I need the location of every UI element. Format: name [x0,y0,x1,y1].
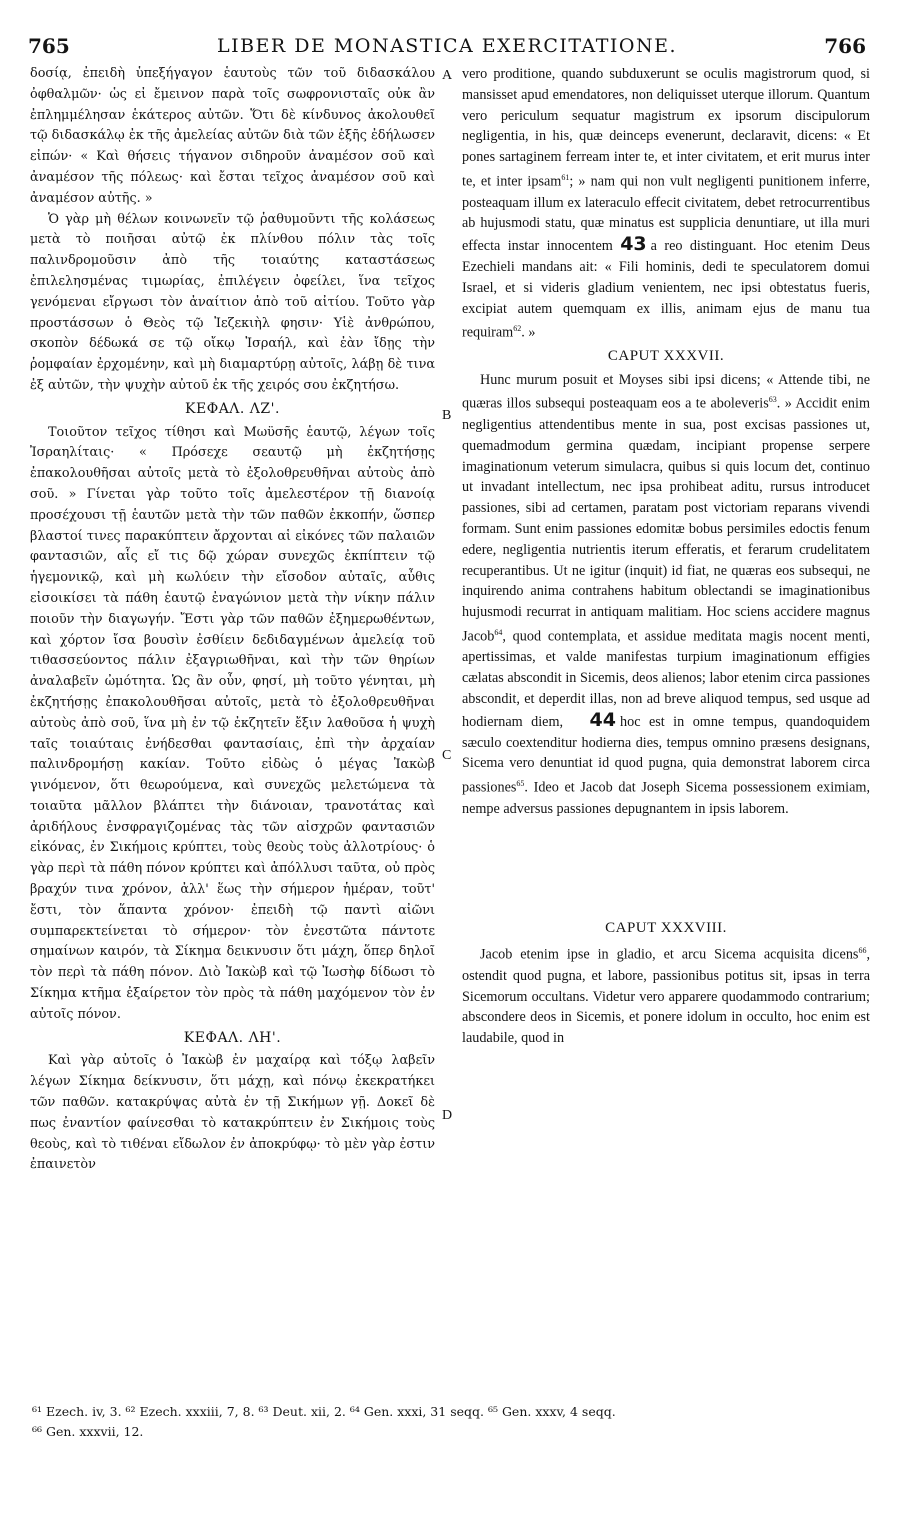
footnote-ref: 62 [513,324,522,334]
greek-chapter-heading: ΚΕΦΑΛ. ΛΗ'. [183,1029,282,1046]
footnote-ref: 63 [768,395,777,405]
latin-text: Hunc murum posuit et Moyses sibi ipsi dicens; « Attende tibi, ne quæras illos subsequi posteaquam eos a te aboleveris [462,371,870,413]
latin-chapter-heading: CAPUT XXXVIII. [605,919,727,936]
latin-paragraph: vero proditione, quando subduxerunt se oculis magistrorum quod, si mansisset apud emendatores, non deliquisset uterque illorum. Quantum vero periculum sequatur magistrum ex ipsorum discipulorum negligentia, in his, quæ deinceps evenerunt, declaravit, dicens: « Et pones sartaginem ferream inter te, et inter civitatem, et erit murus inter te, et inter ipsam$^{61}$; » nam qui non vult negligenti punitionem inferre, posteaquam illum ex lateraculo effecit civitatem, debet retrocurrentibus ab hujusmodi statu, quæ minatus est supplicia denuntiare, ut illa muri effecta instar innocentem 43 a reo distinguant. Hoc etenim Deus Ezechieli mandans ait: « Fili hominis, dedi te speculatorem domui Israel, et si videris gladium venientem, nec ipsi obtestatus fueris, excipiat autem quemquam ex illis, animam ejus de manu tua requiram$^{62}$. » [462,66,871,342]
latin-text: hoc est in omne tempus, quandoquidem sæculo coextenditur hodierna dies, tempus omnino præsens designans, Sicema vero denuntiat id quod pugna, quia demonstrat laborem circa passiones [462,713,871,796]
margin-letter-b: B [442,408,452,423]
latin-text: , quod contemplata, et assidue meditata magis nocent menti, apertissimas, et valde manifestas turpium imaginationum effigies cælatas abscondit in Sicemis, deos alienos; labor etenim circa passiones abscondit, et deperdit illas, non ad breve aliquod tempus, sed usque ad hodiernam diem, [462,628,870,730]
greek-paragraph: Καὶ γὰρ αὐτοῖς ὁ Ἰακὼβ ἐν μαχαίρᾳ καὶ τόξῳ λαβεῖν λέγων Σίκημα δείκνυσιν, ὅτι μάχῃ, καὶ πόνῳ ἐκεκρατήκει τῶν παθῶν. κατακρύψας αὐτὰ ἐν τῇ Σικήμων γῇ. Δοκεῖ δὲ πως ἐναντίον φαίνεσθαι τὸ κατακρύπτειν ἐν Σικήμοις τοὺς θεοὺς, καὶ τὸ τιθέναι εἴδωλον ἐν ἀποκρύφῳ· τὸ μὲν γὰρ ἐστιν ἐπαινετὸν [30,1053,435,1173]
greek-column [30,64,435,1176]
latin-paragraph [462,941,870,1049]
running-header [28,34,866,56]
footnote-line: ⁶⁶ Gen. xxxvii, 12. [32,1424,144,1439]
latin-text: vero proditione, quando subduxerunt se oculis magistrorum quod, si mansisset apud emendatores, non deliquisset uterque illorum. Quantum vero periculum sequatur magistrum ex ipsorum discipulorum negligentia, in his, quæ deinceps evenerunt, declaravit, dicens: « Et pones sartaginem ferream inter te, et inter civitatem, et erit murus inter te, et inter ipsam [462,66,870,190]
greek-paragraph: Τοιοῦτον τεῖχος τίθησι καὶ Μωϋσῆς ἑαυτῷ, λέγων τοῖς Ἰσραηλίταις· « Πρόσεχε σεαυτῷ μὴ ἐκζητήσῃς ἐπακολουθῆσαι αὐτοῖς μετὰ τὸ ἐξολοθρευθῆναι αὐτοὺς ἀπὸ σοῦ. » Γίνεται γὰρ τοῦτο τοῖς ἀμελεστέρον τῇ διανοίᾳ προσέχουσι τῇ ἑαυτῶν μετὰ τὴν τῶν παθῶν ἐκκοπήν, ὥσπερ βλαστοί τινες παρακύπτειν ἄρχονται αἱ εἰκόνες τῶν παλαιῶν φαντασιῶν, αἷς εἴ τις δῷ χώραν συνεχῶς ἐκπίπτειν τῷ ἡγεμονικῷ, καὶ μὴ κωλύειν τὴν εἴσοδον αὐταῖς, αὖθις εἰσοικίσει τὰ πάθη ἑαυτῷ ἐναγώνιον μετὰ τὴν νίκην πάλιν ποιοῦν τὴν διαγωγήν. Ἔστι γὰρ τῶν παθῶν ἐξημερωθέντων, καὶ χόρτον ἴσα βουσὶν ἐσθίειν δεδιδαγμένων ἀμελείᾳ τοῦ τιθασσεύοντος πάλιν ἐξαγριωθῆναι, καὶ τὴν τῶν θηρίων ἀναλαβεῖν ὠμότητα. Ὡς ἂν οὖν, φησί, μὴ τοῦτο γένηται, μὴ ἐκζητήσῃς ἐπακολουθῆσαι αὐτοῖς, μετὰ τὸ ἐξολοθρευθῆναι αὐτοὺς ἀπὸ σοῦ, ἵνα μὴ ἐν τῷ ἐκζητεῖν ἔξιν λαθοῦσα ἡ ψυχὴ ταῖς τοιαύταις ἐνήδεσθαι φαντασίαις, ἐπὶ τὴν ἀρχαίαν παλινδρομήσῃ κακίαν. Τοῦτο εἰδὼς ὁ μέγας Ἰακὼβ γινόμενον, ὅτι θεωρούμενα, καὶ συνεχῶς μελετώμενα τὰ τοιαῦτα μᾶλλον βλάπτει τὴν διάνοιαν, τρανοτάτας καὶ ἀριδήλους ἐνσφραγιζομένας τὰς τῶν αἰσχρῶν φαντασιῶν εἰκόνας, ἐν Σικήμοις κρύπτει, τοὺς θεοὺς τοὺς ἀλλοτρίους· ὁ γὰρ περὶ τὰ πάθη πόνον κρύπτει καὶ ἀπόλλυσι ταῦτα, οὐ πρὸς βραχύν τινα χρόνον, ἀλλ' ἕως τὴν σήμερον ἡμέραν, τοῦτ' ἔστι, τὸν ἅπαντα χρόνον· ἐπειδὴ τῷ παντὶ αἰῶνι συμπαρεκτείνεται τὸ σήμερον· τὸν ἐνεστῶτα πάντοτε σημαίνων καιρόν, τὰ Σίκημα δεικνυσιν ὅτι μάχη, ὅπερ δηλοῖ τὸν περὶ τὰ πάθη πόνον. Διὸ Ἰακὼβ καὶ τῷ Ἰωσὴφ δίδωσι τὸ Σίκημα κτῆμα ἐξαίρετον τὸν πρὸς τὰ πάθη μαχόμενον τὸν ἐν αὐτοῖς πόνον. [30,424,435,1022]
footnote-ref: 65 [516,779,525,789]
margin-letter-c: C [442,748,452,763]
latin-text: ; » nam qui non vult negligenti punitionem inferre, posteaquam illum ex lateraculo effecit civitatem, debet retrocurrentibus ab hujusmodi statu, quæ minatus est supplicia denuntiare, ut illa muri effecta instar innocentem [462,173,871,255]
page-marker-44: 44 [589,708,616,731]
footnotes [32,1402,872,1442]
latin-chapter-heading: CAPUT XXXVII. [607,347,725,364]
latin-text: . » Accidit enim negligentius attendentibus mente in sua, post excisas passiones ut, quemadmodum germina quædam, incipiant propense serpere imaginationum veterum simulacra, quibus si quis locum det, continuo ut invadant intellectum, nec ipsa prohibeat aditu, rursus introducet passiones, sibi ad certamen, paratam post victoriam reparans vivendi formam. Sunt enim passiones edomitæ bobus persimiles edoctis fenum edere, negligentia nutrientis iterum efferatis, et ferarum crudelitatem recuperantibus. Ut ne igitur (inquit) id fiat, ne quæras eos subsequi, ne inquirendo anima contrahens habitum oblectandi se imaginationibus hujusmodi recurrat in antiquam malitiam. Hoc sciens accidere magnus Jacob [462,396,870,645]
latin-column [462,64,870,1049]
footnote-ref: 61 [561,172,570,182]
greek-paragraph: δοσίᾳ, ἐπειδὴ ὑπεξήγαγον ἑαυτοὺς τῶν τοῦ διδασκάλου ὀφθαλμῶν· ὡς εἰ ἔμεινον παρὰ τοῖς σωφρονισταῖς οὐκ ἂν ἐπλημμέλησαν ἑκάτερος αὐτῶν. Ὅτι δὲ κίνδυνος ἀκολουθεῖ τῷ διδασκάλῳ ἐκ τῆς ἀμελείας αὐτῶν διὰ τῶν ἑξῆς ἐδήλωσεν εἰπών· « Καὶ θήσεις τήγανον σιδηροῦν ἀναμέσον σοῦ καὶ ἀναμέσον τῆς πόλεως· καὶ ἔσται τεῖχος ἀναμέσον σοῦ καὶ ἀναμέσον αὐτῆς. » [30,66,435,206]
greek-paragraph: Ὁ γὰρ μὴ θέλων κοινωνεῖν τῷ ῥαθυμοῦντι τῆς κολάσεως μετὰ τὸ ποιῆσαι αὐτῷ ἐκ πλίνθου πόλιν τὰς τοῖς παλινδρομοῦσιν ἀπὸ τῆς τοιαύτης καταστάσεως ἐπιλελησμένας τιμωρίας, ἐπιλέγειν ὀφείλει, ἵνα τεῖχος γενόμεναι εἴργωσι τὸν ἀναίτιον ἀπὸ τοῦ αἰτίου. Τοῦτο γὰρ προστάσσων ὁ Θεὸς τῷ Ἰεζεκιὴλ φησιν· Υἱὲ ἀνθρώπου, σκοπὸν δέδωκά σε τῷ οἴκῳ Ἰσραήλ, καὶ ἐὰν ἴδῃς τὴν ῥομφαίαν ἐρχομένην, καὶ μὴ διαμαρτύρῃ αὐτοῖς, λάβῃ δὲ τινα ἐξ αὐτῶν, τὴν ψυχὴν αὐτοῦ ἐκ τῆς χειρός σου ἐκζητήσω. [30,211,435,393]
latin-text: a reo distinguant. Hoc etenim Deus Ezechieli mandans ait: « Fili hominis, dedi te speculatorem domui Israel, et si videris gladium venientem, nec ipsi obtestatus fueris, excipiat autem quemquam ex illis, animam ejus de manu tua requiram [462,238,871,342]
footnote-ref: 66 [858,946,867,956]
latin-text: . Ideo et Jacob dat Joseph Sicema possessionem eximiam, nempe adversus passiones depugnantem in ipsis laborem. [462,779,870,817]
footnote-ref: 64 [494,627,503,637]
page-marker-43: 43 [620,233,647,256]
latin-paragraph [462,370,870,820]
latin-text: , ostendit quod pugna, et labore, passionibus potitus sit, ipsas in terra Sicemorum occultans. Videtur vero apparere quodammodo contrarium; abscondere deos in Sicemis, et ponere idolum in occulto, hoc enim est laudabile, quod in [462,947,870,1047]
footnote-line: ⁶¹ Ezech. iv, 3. ⁶² Ezech. xxxiii, 7, 8. ⁶³ Deut. xii, 2. ⁶⁴ Gen. xxxi, 31 seqq. ⁶⁵ Gen. xxxv, 4 seqq. [32,1404,616,1419]
column-spacer [462,820,870,916]
margin-letter-d: D [442,1108,453,1123]
latin-text: Jacob etenim ipse in gladio, et arcu Sicema acquisita dicens [480,947,859,964]
running-title: LIBER DE MONASTICA EXERCITATIONE. [216,35,678,57]
page-number-right: 766 [824,34,866,58]
greek-chapter-heading: ΚΕΦΑΛ. ΛΖ'. [185,400,280,417]
margin-letter-a: A [442,68,453,83]
page-number-left: 765 [28,34,70,58]
